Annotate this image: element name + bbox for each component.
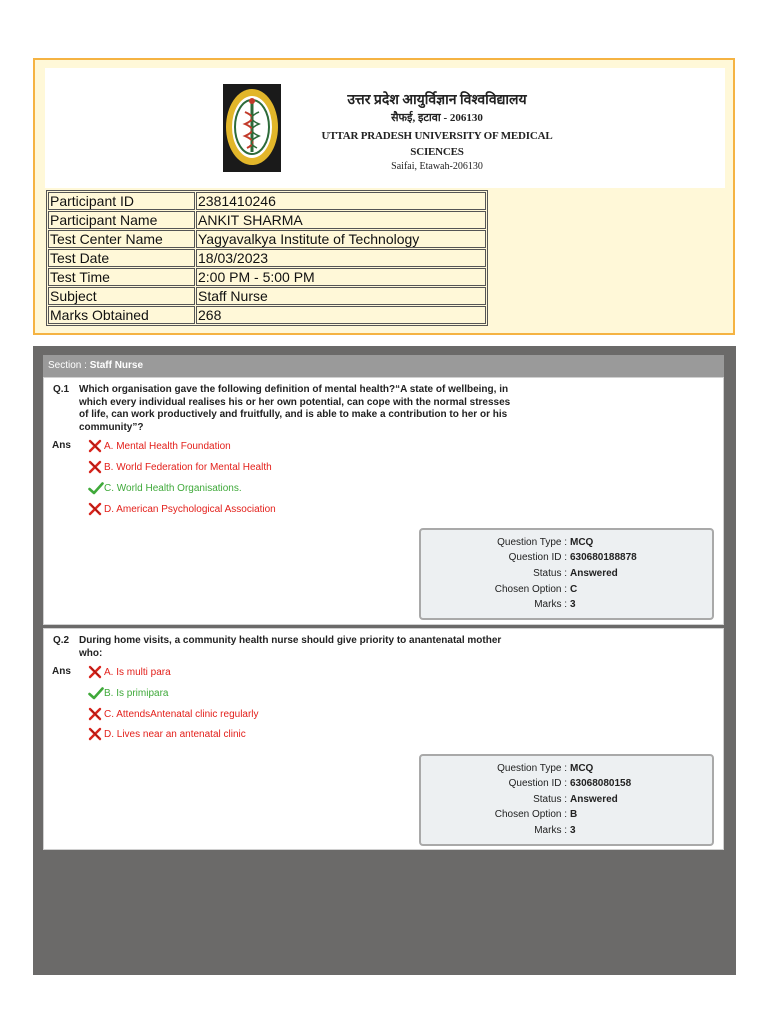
- info-row: [48, 192, 486, 210]
- question-id-label: Question ID :: [508, 778, 567, 789]
- info-row: [48, 249, 486, 267]
- question-type-label: Question Type :: [497, 537, 567, 548]
- university-seal-icon: [223, 84, 281, 172]
- info-value: ANKIT SHARMA: [196, 211, 486, 229]
- info-label: Test Date: [48, 249, 195, 267]
- cross-icon: [88, 460, 104, 474]
- option-item: [88, 439, 231, 453]
- chosen-option-value: B: [570, 809, 578, 820]
- check-icon: [88, 481, 104, 495]
- option-text: C. World Health Organisations.: [104, 482, 242, 494]
- cross-icon: [88, 727, 104, 741]
- option-item: [88, 481, 242, 495]
- question-type-value: MCQ: [570, 763, 594, 774]
- university-banner: [45, 68, 725, 188]
- info-value: 18/03/2023: [196, 249, 486, 267]
- info-value: 2381410246: [196, 192, 486, 210]
- question-id-value: 63068080158: [570, 778, 632, 789]
- info-label: Marks Obtained: [48, 306, 195, 324]
- option-item: [88, 727, 246, 741]
- question-text: During home visits, a community health nurse should give priority to anantenatal mother who:: [79, 635, 502, 659]
- question-type-value: MCQ: [570, 537, 594, 548]
- option-item: [88, 707, 259, 721]
- section-prefix: Section :: [48, 360, 90, 371]
- marks-value: 3: [570, 599, 576, 610]
- question-text: Which organisation gave the following definition of mental health?“A state of wellbeing, in which every individual realises his or her own potential, can cope with the normal stresses of life, can work productively and fruitfully, and is able to make a contribution to her or his community”?: [79, 384, 511, 433]
- status-value: Answered: [570, 794, 618, 805]
- option-item: [88, 460, 272, 474]
- question-id-value: 630680188878: [570, 552, 637, 563]
- option-text: B. Is primipara: [104, 687, 169, 699]
- university-name-block: [317, 92, 557, 174]
- option-text: C. AttendsAntenatal clinic regularly: [104, 708, 259, 720]
- cross-icon: [88, 439, 104, 453]
- status-label: Status :: [533, 794, 567, 805]
- status-value: Answered: [570, 568, 618, 579]
- option-text: A. Is multi para: [104, 666, 171, 678]
- chosen-option-label: Chosen Option :: [494, 809, 567, 820]
- participant-info-table: [46, 190, 488, 326]
- option-text: A. Mental Health Foundation: [104, 440, 231, 452]
- marks-value: 3: [570, 825, 576, 836]
- info-label: Test Center Name: [48, 230, 195, 248]
- section-header: [43, 355, 724, 377]
- info-label: Test Time: [48, 268, 195, 286]
- question-card: [43, 377, 724, 625]
- info-row: [48, 306, 486, 324]
- info-value: 268: [196, 306, 486, 324]
- answer-label: Ans: [52, 666, 71, 677]
- chosen-option-label: Chosen Option :: [494, 584, 567, 595]
- info-row: [48, 211, 486, 229]
- info-value: Staff Nurse: [196, 287, 486, 305]
- option-item: [88, 686, 168, 700]
- option-text: D. Lives near an antenatal clinic: [104, 728, 246, 740]
- result-header-card: [33, 58, 735, 335]
- question-panel: [33, 346, 736, 975]
- marks-label: Marks :: [534, 599, 567, 610]
- check-icon: [88, 686, 104, 700]
- question-details-box: [419, 528, 714, 620]
- university-name-english: UTTAR PRADESH UNIVERSITY OF MEDICAL SCIENCES: [321, 130, 553, 158]
- question-id-label: Question ID :: [508, 552, 567, 563]
- university-location-hindi: सैफई, इटावा - 206130: [391, 112, 483, 124]
- question-number: Q.2: [53, 635, 70, 646]
- question-type-label: Question Type :: [497, 763, 567, 774]
- question-number: Q.1: [53, 384, 70, 395]
- info-label: Subject: [48, 287, 195, 305]
- info-row: [48, 230, 486, 248]
- question-details-box: [419, 754, 714, 846]
- answer-label: Ans: [52, 440, 71, 451]
- option-item: [88, 665, 171, 679]
- marks-label: Marks :: [534, 825, 567, 836]
- university-name-hindi: उत्तर प्रदेश आयुर्विज्ञान विश्वविद्यालय: [347, 93, 527, 108]
- info-label: Participant ID: [48, 192, 195, 210]
- status-label: Status :: [533, 568, 567, 579]
- cross-icon: [88, 502, 104, 516]
- question-card: [43, 628, 724, 850]
- info-label: Participant Name: [48, 211, 195, 229]
- cross-icon: [88, 665, 104, 679]
- chosen-option-value: C: [570, 584, 578, 595]
- info-row: [48, 287, 486, 305]
- section-name: Staff Nurse: [89, 360, 144, 371]
- option-text: B. World Federation for Mental Health: [104, 461, 272, 473]
- info-row: [48, 268, 486, 286]
- info-value: 2:00 PM - 5:00 PM: [196, 268, 486, 286]
- info-value: Yagyavalkya Institute of Technology: [196, 230, 486, 248]
- option-item: [88, 502, 276, 516]
- university-location-english: Saifai, Etawah-206130: [391, 161, 483, 172]
- option-text: D. American Psychological Association: [104, 503, 276, 515]
- cross-icon: [88, 707, 104, 721]
